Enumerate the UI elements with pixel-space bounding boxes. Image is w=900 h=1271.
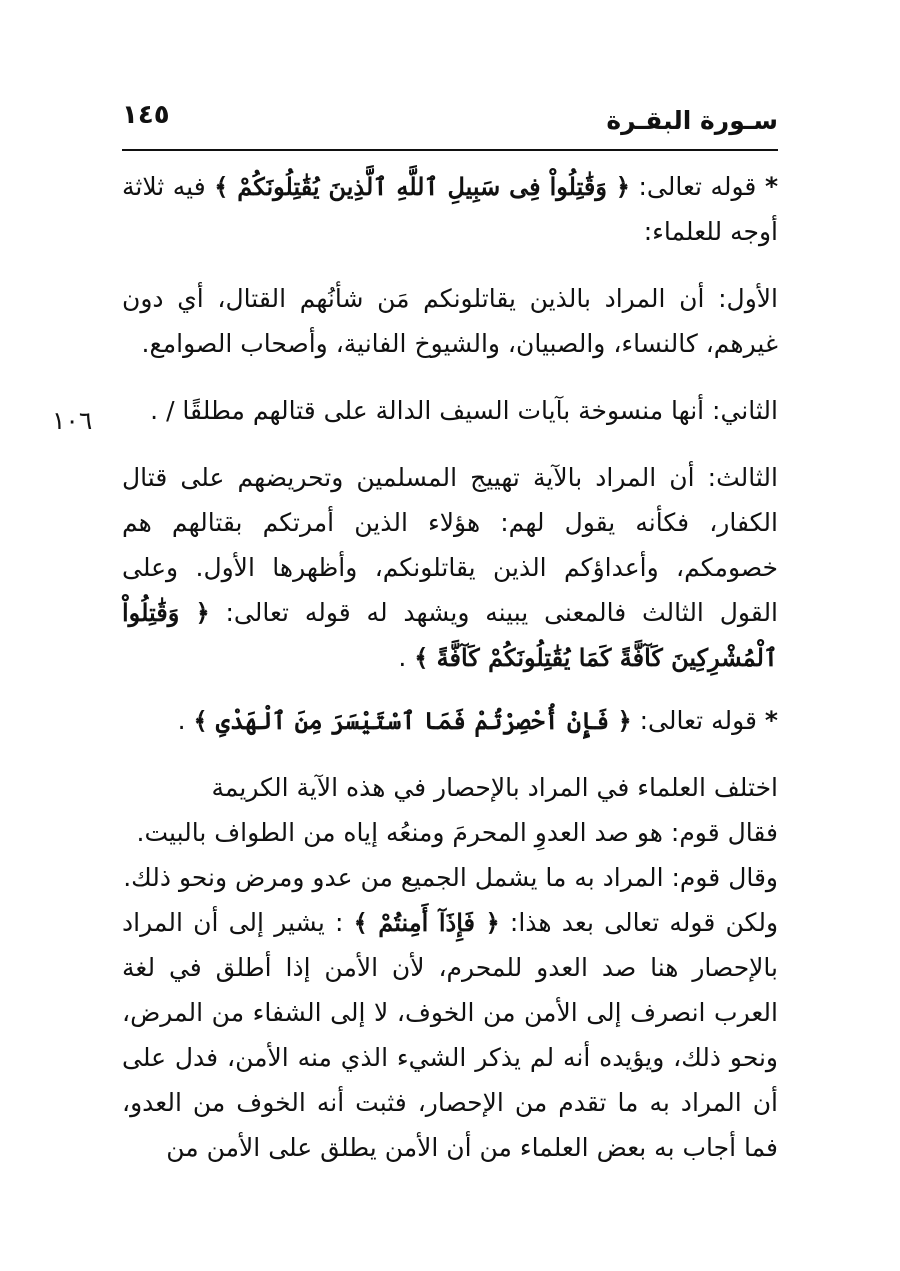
paragraph-opinion-one: فقال قوم: هو صد العدوِ المحرمَ ومنعُه إياه من الطواف بالبيت. (136, 818, 778, 847)
paragraph-lead: قوله تعالى: (631, 706, 757, 735)
quran-verse: ﴿ فَإِذَآ أَمِنتُمْ ﴾ (353, 908, 500, 937)
paragraph-tail: . (177, 706, 186, 735)
paragraph-lead: قوله تعالى: (629, 172, 757, 201)
paragraph-tail: . (398, 643, 407, 672)
header-divider (122, 149, 778, 151)
page-body (122, 164, 778, 1170)
paragraph-first-view: الأول: أن المراد بالذين يقاتلونكم مَن شأنُهم القتال، أي دون غيرهم، كالنساء، والصبيان، والشيوخ الفانية، وأصحاب الصوامع. (122, 284, 778, 358)
paragraph-tail: : يشير إلى أن المراد بالإحصار هنا صد العدو للمحرم، لأن الأمن إذا أطلق في لغة العرب انصرف إلى الأمن من الخوف، لا إلى الشفاء من المرض، ونحو ذلك، ويؤيده أنه لم يذكر الشيء الذي منه الأمن، فدل على أن المراد به ما تقدم من الإحصار، فثبت أنه الخوف من العدو، فما أجاب به بعض العلماء من أن الأمن يطلق على الأمن من (122, 908, 778, 1162)
section-star-marker: * (764, 706, 778, 735)
page-number: ١٤٥ (122, 100, 170, 130)
quran-verse: ﴿ فَإِنْ أُحْصِرْتُمْ فَمَا ٱسْتَيْسَرَ مِنَ ٱلْهَدْىِ ﴾ (193, 706, 632, 735)
quran-verse: ﴿ وَقَٰتِلُواْ ٱلْمُشْرِكِينَ كَآفَّةً كَمَا يُقَٰتِلُونَكُمْ كَآفَّةً ﴾ (122, 598, 778, 672)
page-header (122, 100, 778, 148)
paragraph-text: الثالث: أن المراد بالآية تهييج المسلمين وتحريضهم على قتال الكفار، فكأنه يقول لهم: هؤلاء الذين أمرتكم بقتالهم هم خصومكم، وأعداؤكم الذين يقاتلونكم، وأظهرها الأول. وعلى القول الثالث فالمعنى يبينه ويشهد له قوله تعالى: (122, 463, 779, 627)
surah-title: سـورة البقـرة (606, 106, 778, 135)
section-star-marker: * (764, 172, 779, 201)
paragraph-second-view: الثاني: أنها منسوخة بآيات السيف الدالة على قتالهم مطلقًا / . (150, 396, 778, 425)
paragraph-scholars-differ: اختلف العلماء في المراد بالإحصار في هذه الآية الكريمة (211, 773, 778, 802)
paragraph-opinion-two: وقال قوم: المراد به ما يشمل الجميع من عدو ومرض ونحو ذلك. (123, 863, 778, 892)
paragraph-verse-ihsar (122, 698, 778, 743)
paragraph-verse-fighting (122, 164, 778, 254)
paragraph-third-view (122, 455, 778, 680)
quran-verse: ﴿ وَقَٰتِلُواْ فِى سَبِيلِ ٱللَّهِ ٱلَّذِينَ يُقَٰتِلُونَكُمْ ﴾ (214, 172, 630, 201)
paragraph-tail: فيه ثلاثة أوجه للعلماء: (122, 172, 778, 246)
margin-page-reference: ١٠٦ (52, 406, 93, 435)
paragraph-lead: ولكن قوله تعالى بعد هذا: (499, 908, 779, 937)
paragraph-discussion (122, 900, 778, 1170)
